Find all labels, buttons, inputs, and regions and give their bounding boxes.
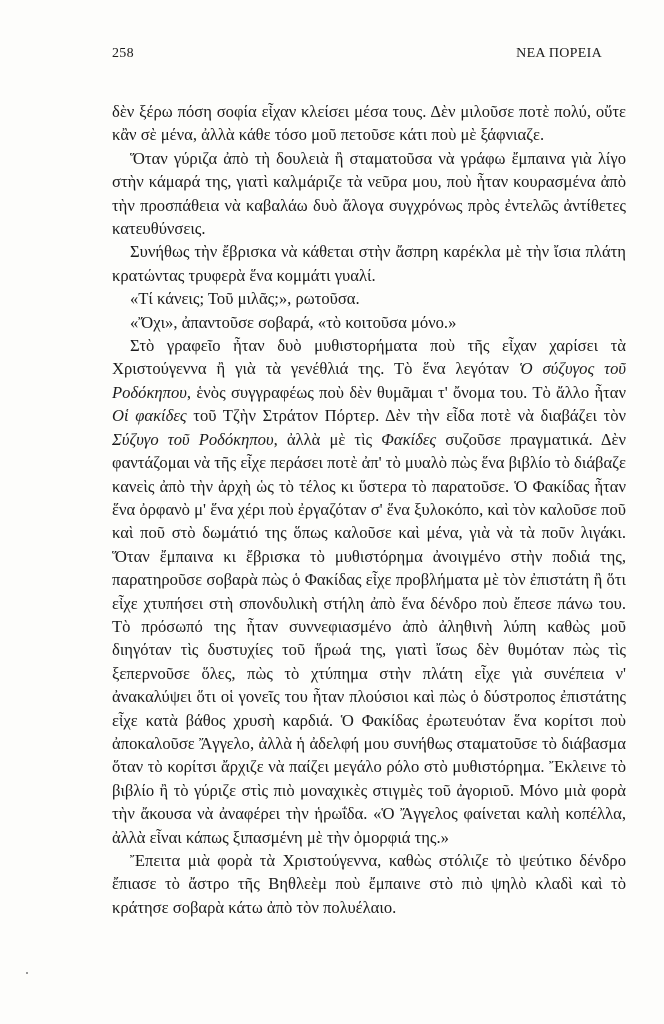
paragraph-1: δὲν ξέρω πόση σοφία εἶχαν κλείσει μέσα τους. Δὲν μιλοῦσε ποτὲ πολύ, οὔτε κἂν σὲ μένα, ἀλλὰ κάθε τόσο μοῦ πετοῦσε κάτι ποὺ μὲ ξάφνιαζε. [112,102,626,145]
paragraph-3: Συνήθως τὴν ἔβρισκα νὰ κάθεται στὴν ἄσπρη καρέκλα μὲ τὴν ἴσια πλάτη κρατώντας τρυφερὰ ἕνα κομμάτι γυαλί. [112,242,626,285]
book-title-rodokipos: Ὁ σύζυγος τοῦ Ροδόκηπου [112,359,626,402]
page-number: 258 [112,46,134,61]
p6-text-5: συζοῦσε πραγματικά. Δὲν φαντάζομαι νὰ τῆς εἶχε περάσει ποτὲ ἀπ' τὸ μυαλὸ πὼς ἕνα βιβλίο τὸ διάβαζε κανεὶς ἀπὸ τὴν ἀρχὴ ὡς τὸ τέλος κι ὕστερα τὸ παρατοῦσε. Ὁ Φακίδας ἦταν ἕνα ὀρφανὸ μ' ἕνα χέρι ποὺ ἐργαζόταν σ' ἕνα ξυλοκόπο, καὶ τὸν καλοῦσε ποῦ καὶ ποῦ στὸ δωμάτιό της ὅπως καλοῦσε καὶ μένα, γιὰ νὰ τὰ ποῦν λιγάκι. Ὅταν ἔμπαινα κι ἔβρισκα τὸ μυθιστόρημα ἀνοιγμένο στὴν ποδιά της, παρατηροῦσε σοβαρὰ πὼς ὁ Φακίδας εἶχε προβλήματα μὲ τὸν ἐπιστάτη ἢ ὅτι εἶχε χτυπήσει στὴ σπονδυλικὴ στήλη ἀπὸ ἕνα δένδρο ποὺ ἔπεσε πάνω του. Τὸ πρόσωπό της ἦταν συννεφιασμένο ἀπὸ ἀληθινὴ λύπη καθὼς μοῦ διηγόταν τὶς δυστυχίες τοῦ ἥρωά της, γιατὶ ἴσως δὲν θυμόταν πὼς τὶς ξεπερνοῦσε ὅλες, πὼς τὸ χτύπημα στὴν πλάτη εἶχε γιὰ συνέπεια ν' ἀνακαλύψει ὅτι οἱ γονεῖς του ἦταν πλούσιοι καὶ πὼς ὁ δύστροπος ἐπιστάτης εἶχε κατὰ βάθος χρυσὴ καρδιά. Ὁ Φακίδας ἐρωτευόταν ἕνα κορίτσι ποὺ ἀποκαλοῦσε Ἄγγελο, ἀλλὰ ἡ ἀδελφή μου συνήθως σταματοῦσε τὸ διάβασμα ὅταν τὸ κορίτσι ἄρχιζε νὰ παίζει μεγάλο ρόλο στὸ μυθιστόρημα. Ἔκλεινε τὸ βιβλίο ἢ τὸ γύριζε στὶς πιὸ μοναχικὲς στιγμὲς τοῦ ἀγοριοῦ. Μόνο μιὰ φορὰ τὴν ἄκουσα νὰ ἀναφέρει τὴν ἡρωΐδα. «Ὁ Ἄγγελος φαίνεται καλὴ κοπέλλα, ἀλλὰ εἶναι κάπως ξιπασμένη μὲ τὴν ὀμορφιά της.» [112,429,626,847]
stray-ink-mark [26,972,28,974]
p6-text-3: τοῦ Τζὴν Στράτον Πόρτερ. Δὲν τὴν εἶδα ποτὲ νὰ διαβάζει τὸν [186,406,626,426]
p6-text-1: Στὸ γραφεῖο ἦταν δυὸ μυθιστορήματα ποὺ τῆς εἶχαν χαρίσει τὰ Χριστούγεννα ἢ γιὰ τὰ γενέθλιά της. Τὸ ἕνα λεγόταν [112,336,626,379]
p6-text-4: , ἀλλὰ μὲ τὶς [273,429,382,449]
paragraph-5: «Ὄχι», ἀπαντοῦσε σοβαρά, «τὸ κοιτοῦσα μόνο.» [130,312,457,332]
journal-title: ΝΕΑ ΠΟΡΕΙΑ [516,46,602,61]
paragraph-6 [112,334,626,849]
book-title-syzygo: Σύζυγο τοῦ Ροδόκηπου [112,429,274,449]
paragraph-7: Ἔπειτα μιὰ φορὰ τὰ Χριστούγεννα, καθὼς στόλιζε τὸ ψεύτικο δένδρο ἔπιασε τὸ ἄστρο τῆς Βηθλεὲμ ποὺ ἔμπαινε στὸ πιὸ ψηλὸ κλαδὶ καὶ τὸ κράτησε σοβαρὰ κάτω ἀπὸ τὸν πολυέλαιο. [112,851,626,917]
p6-text-2: , ἑνὸς συγγραφέως ποὺ δὲν θυμᾶμαι τ' ὄνομα του. Τὸ ἄλλο ἦταν [186,382,626,402]
paragraph-2: Ὅταν γύριζα ἀπὸ τὴ δουλειὰ ἢ σταματοῦσα νὰ γράφω ἔμπαινα γιὰ λίγο στὴν κάμαρά της, γιατὶ καλμάριζε τὰ νεῦρα μου, ποὺ ἦταν κουρασμένα ἀπὸ τὴν προσπάθεια νὰ καβαλάω δυὸ ἄλογα συγχρόνως πρὸς ἐντελῶς ἀντίθετες κατευθύνσεις. [112,148,626,239]
book-title-fakides: Οἱ φακίδες [112,406,187,426]
paragraph-4: «Τί κάνεις; Τοῦ μιλᾶς;», ρωτοῦσα. [130,289,360,309]
book-title-fakides-2: Φακίδες [381,429,437,449]
body-text [112,100,626,919]
